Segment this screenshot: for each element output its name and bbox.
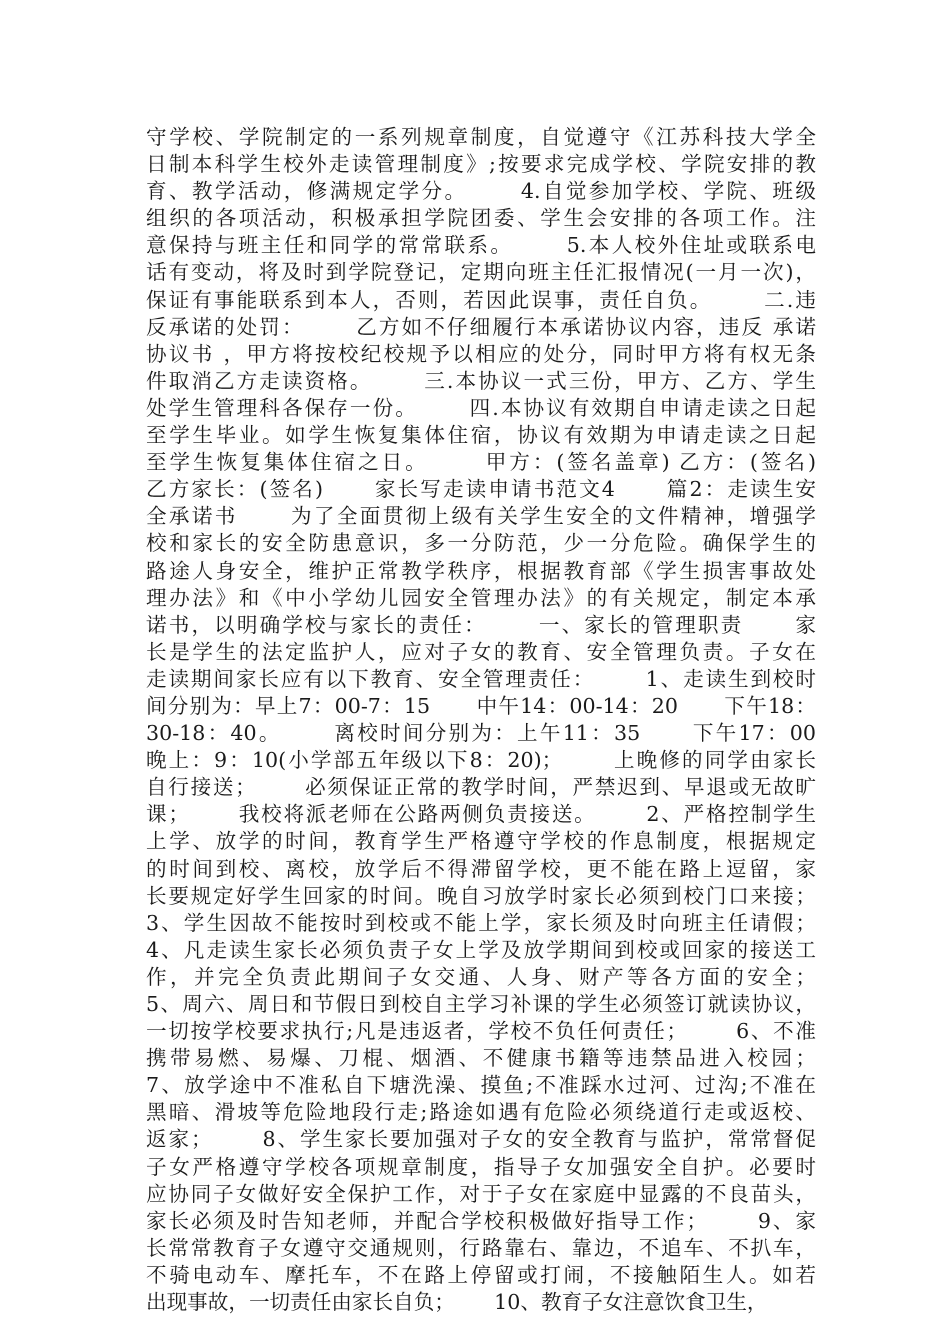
text-line: 件取消乙方走读资格。 三.本协议一式三份，甲方、乙方、学生 xyxy=(146,368,816,393)
text-line: 一切按学校要求执行;凡是违返者，学校不负任何责任； 6、不准 xyxy=(146,1019,816,1044)
text-line: 处学生管理科各保存一份。 四.本协议有效期自申请走读之日起 xyxy=(146,395,816,420)
text-line: 理办法》和《中小学幼儿园安全管理办法》的有关规定，制定本承 xyxy=(146,585,816,610)
text-line: 间分别为：早上7：00-7：15 中午14：00-14：20 下午18： xyxy=(146,693,816,718)
text-line: 5、周六、周日和节假日到校自主学习补课的学生必须签订就读协议， xyxy=(146,992,816,1016)
text-line: 反承诺的处罚： 乙方如不仔细履行本承诺协议内容，违反 承诺 xyxy=(146,314,816,339)
text-line: 组织的各项活动，积极承担学院团委、学生会安排的各项工作。注 xyxy=(146,206,816,231)
text-line: 应协同子女做好安全保护工作，对于子女在家庭中显露的不良苗头， xyxy=(146,1181,816,1206)
text-line: 日制本科学生校外走读管理制度》;按要求完成学校、学院安排的教 xyxy=(146,152,816,177)
text-line: 30-18：40。 离校时间分别为：上午11：35 下午17：00 xyxy=(146,721,816,746)
document-body-text xyxy=(146,124,816,1316)
text-line: 晚上：9：10(小学部五年级以下8：20)； 上晚修的同学由家长 xyxy=(146,748,816,773)
text-line: 育、教学活动，修满规定学分。 4.自觉参加学校、学院、班级 xyxy=(146,179,816,204)
text-line: 长是学生的法定监护人，应对子女的教育、安全管理负责。子女在 xyxy=(146,639,816,664)
text-line: 上学、放学的时间，教育学生严格遵守学校的作息制度，根据规定 xyxy=(146,829,816,854)
text-line: 出现事故，一切责任由家长自负； 10、教育子女注意饮食卫生， xyxy=(146,1290,768,1315)
text-line: 走读期间家长应有以下教育、安全管理责任： 1、走读生到校时 xyxy=(146,666,816,691)
text-line: 守学校、学院制定的一系列规章制度，自觉遵守《江苏科技大学全 xyxy=(146,125,816,149)
text-line: 话有变动，将及时到学院登记，定期向班主任汇报情况(一月一次)， xyxy=(146,260,816,285)
text-line: 协议书 ，甲方将按校纪校规予以相应的处分，同时甲方将有权无条 xyxy=(146,341,816,366)
text-line: 携带易燃、易爆、刀棍、烟酒、不健康书籍等违禁品进入校园； xyxy=(146,1046,816,1071)
text-line: 作，并完全负责此期间子女交通、人身、财产等各方面的安全； xyxy=(146,964,816,989)
text-line: 诺书，以明确学校与家长的责任： 一、家长的管理职责 家 xyxy=(146,612,816,637)
text-line: 全承诺书 为了全面贯彻上级有关学生安全的文件精神，增强学 xyxy=(146,504,816,529)
text-line: 自行接送； 必须保证正常的教学时间，严禁迟到、早退或无故旷 xyxy=(146,775,816,800)
text-line: 意保持与班主任和同学的常常联系。 5.本人校外住址或联系电 xyxy=(146,233,816,258)
text-line: 3、学生因故不能按时到校或不能上学，家长须及时向班主任请假； xyxy=(146,910,816,935)
text-line: 路途人身安全，维护正常教学秩序，根据教育部《学生损害事故处 xyxy=(146,558,816,583)
text-line: 长常常教育子女遵守交通规则，行路靠右、靠边，不追车、不扒车， xyxy=(146,1235,816,1260)
text-line: 校和家长的安全防患意识，多一分防范，少一分危险。确保学生的 xyxy=(146,531,816,556)
text-line: 家长必须及时告知老师，并配合学校积极做好指导工作； 9、家 xyxy=(146,1208,816,1233)
text-line: 黑暗、滑坡等危险地段行走;路途如遇有危险必须绕道行走或返校、 xyxy=(146,1100,816,1125)
text-line: 7、放学途中不准私自下塘洗澡、摸鱼;不准踩水过河、过沟;不准在 xyxy=(146,1073,816,1098)
text-line: 至学生毕业。如学生恢复集体住宿，协议有效期为申请走读之日起 xyxy=(146,423,816,448)
text-line: 不骑电动车、摩托车，不在路上停留或打闹，不接触陌生人。如若 xyxy=(146,1262,816,1287)
text-line: 课； 我校将派老师在公路两侧负责接送。 2、严格控制学生 xyxy=(146,802,816,827)
text-line: 4、凡走读生家长必须负责子女上学及放学期间到校或回家的接送工 xyxy=(146,937,816,962)
text-line: 子女严格遵守学校各项规章制度，指导子女加强安全自护。必要时 xyxy=(146,1154,816,1179)
text-line: 返家； 8、学生家长要加强对子女的安全教育与监护，常常督促 xyxy=(146,1127,816,1152)
text-line: 保证有事能联系到本人，否则，若因此误事，责任自负。 二.违 xyxy=(146,287,816,312)
text-line: 长要规定好学生回家的时间。晚自习放学时家长必须到校门口来接； xyxy=(146,883,816,908)
text-line: 至学生恢复集体住宿之日。 甲方：(签名盖章) 乙方：(签名) xyxy=(146,450,816,475)
text-line: 乙方家长：(签名) 家长写走读申请书范文4 篇2：走读生安 xyxy=(146,477,816,502)
text-line: 的时间到校、离校，放学后不得滞留学校，更不能在路上逗留，家 xyxy=(146,856,816,881)
